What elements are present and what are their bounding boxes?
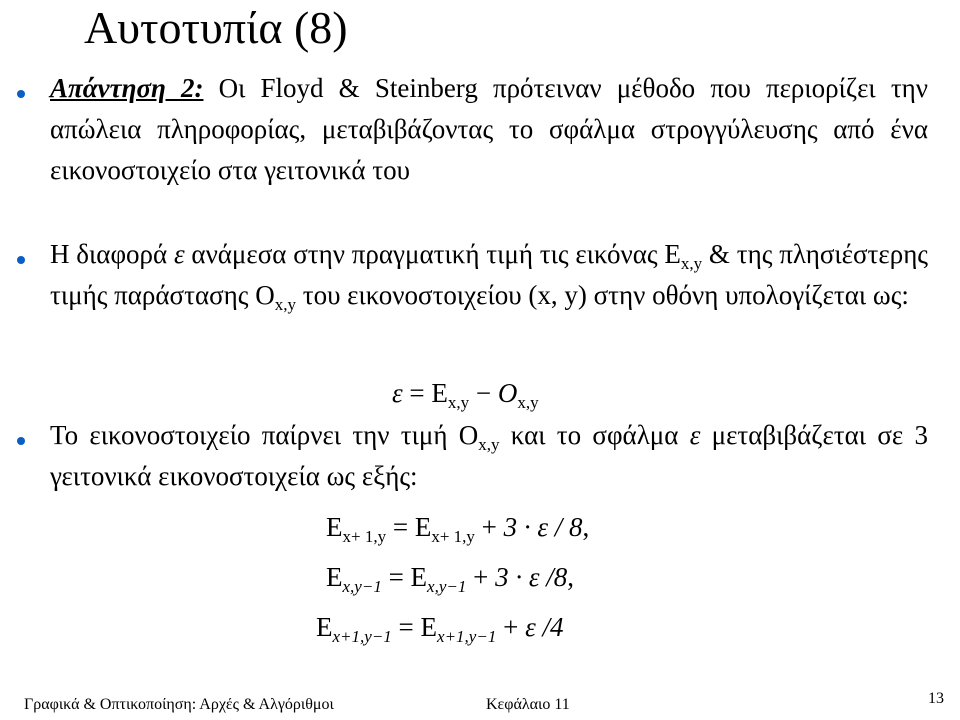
eq0-sub-a: x,y [447,393,470,412]
eq1-comma: , [582,512,590,542]
eq0-e: = Ε [402,378,448,408]
bullet-1-icon [17,90,25,98]
eq2-e-left: Ε [326,562,343,592]
bullet-3-part3: μεταβιβάζεται σε 3 γειτονικά εικονοστοιχεία ως εξής: [50,420,928,491]
eq0-o: O [497,378,518,408]
eq3-sub-left: x+1,y−1 [332,627,392,646]
page-number: 13 [928,690,944,707]
bullet-3-text [50,415,928,497]
eq2-term: 3 · ε /8 [495,562,568,592]
eq0-minus: − [469,378,498,408]
footer-course: Γραφικά & Οπτικοποίηση: Αρχές & Αλγόριθμοι [24,696,334,713]
eq2-e-right: = Ε [381,562,428,592]
footer-chapter: Κεφάλαιο 11 [486,696,570,713]
eq3-plus: + [496,612,526,642]
bullet-2-text [50,234,928,316]
eq0-sub-b: x,y [517,393,539,412]
bullet-1-text [50,68,928,191]
bullet-3-part2: και το σφάλμα [499,420,690,450]
bullet-2-part4: του εικονοστοιχείου (x, y) στην οθόνη υπολογίζεται ως: [295,280,909,310]
eq1-sub-right: x+ 1,y [431,527,475,546]
eq2-plus: + [466,562,496,592]
bullet-3-part1: Το εικονοστοιχείο παίρνει την τιμή Ο [50,420,479,450]
eq1-term: 3 · ε / 8 [503,512,583,542]
epsilon-symbol: ε [173,239,185,269]
bullet-3-icon [17,437,25,445]
subscript-xy: x,y [478,435,500,454]
bullet-2-part2: ανάμεσα στην πραγματική τιμή τις εικόνας Ε [184,239,681,269]
bullet-2-part1: Η διαφορά [50,239,174,269]
eq3-term: ε /4 [525,612,564,642]
bullet-1-body: Οι Floyd & Steinberg πρότειναν μέθοδο που περιορίζει την απώλεια πληροφορίας, μεταβιβάζοντας το σφάλμα στρογγύλευσης από ένα εικονοστοιχείο στα γειτονικά του [50,73,929,185]
eq2-comma: , [567,562,574,592]
eq3-e-right: = Ε [391,612,438,642]
eq3-e-left: Ε [316,612,333,642]
distribution-equation-1 [326,510,589,544]
eq2-sub-right: x,y−1 [427,577,467,596]
eq1-e-left: Ε [326,512,343,542]
slide-title: Αυτοτυπία (8) [84,2,348,53]
error-equation [392,376,539,410]
subscript-xy: x,y [680,254,703,273]
eq0-lhs: ε [392,378,403,408]
epsilon-symbol: ε [689,420,701,450]
distribution-equation-3 [316,610,563,644]
answer-label: Απάντηση 2: [50,73,204,103]
eq1-sub-left: x+ 1,y [342,527,387,546]
subscript-xy: x,y [274,295,296,314]
bullet-2-icon [17,256,25,264]
eq1-plus: + [474,512,504,542]
distribution-equation-2 [326,560,574,594]
eq2-sub-left: x,y−1 [342,577,382,596]
bullet-2-part3: & της πλησιέστερης τιμής παράστασης Ο [50,239,928,310]
eq3-sub-right: x+1,y−1 [437,627,497,646]
eq1-e-right: = Ε [386,512,432,542]
